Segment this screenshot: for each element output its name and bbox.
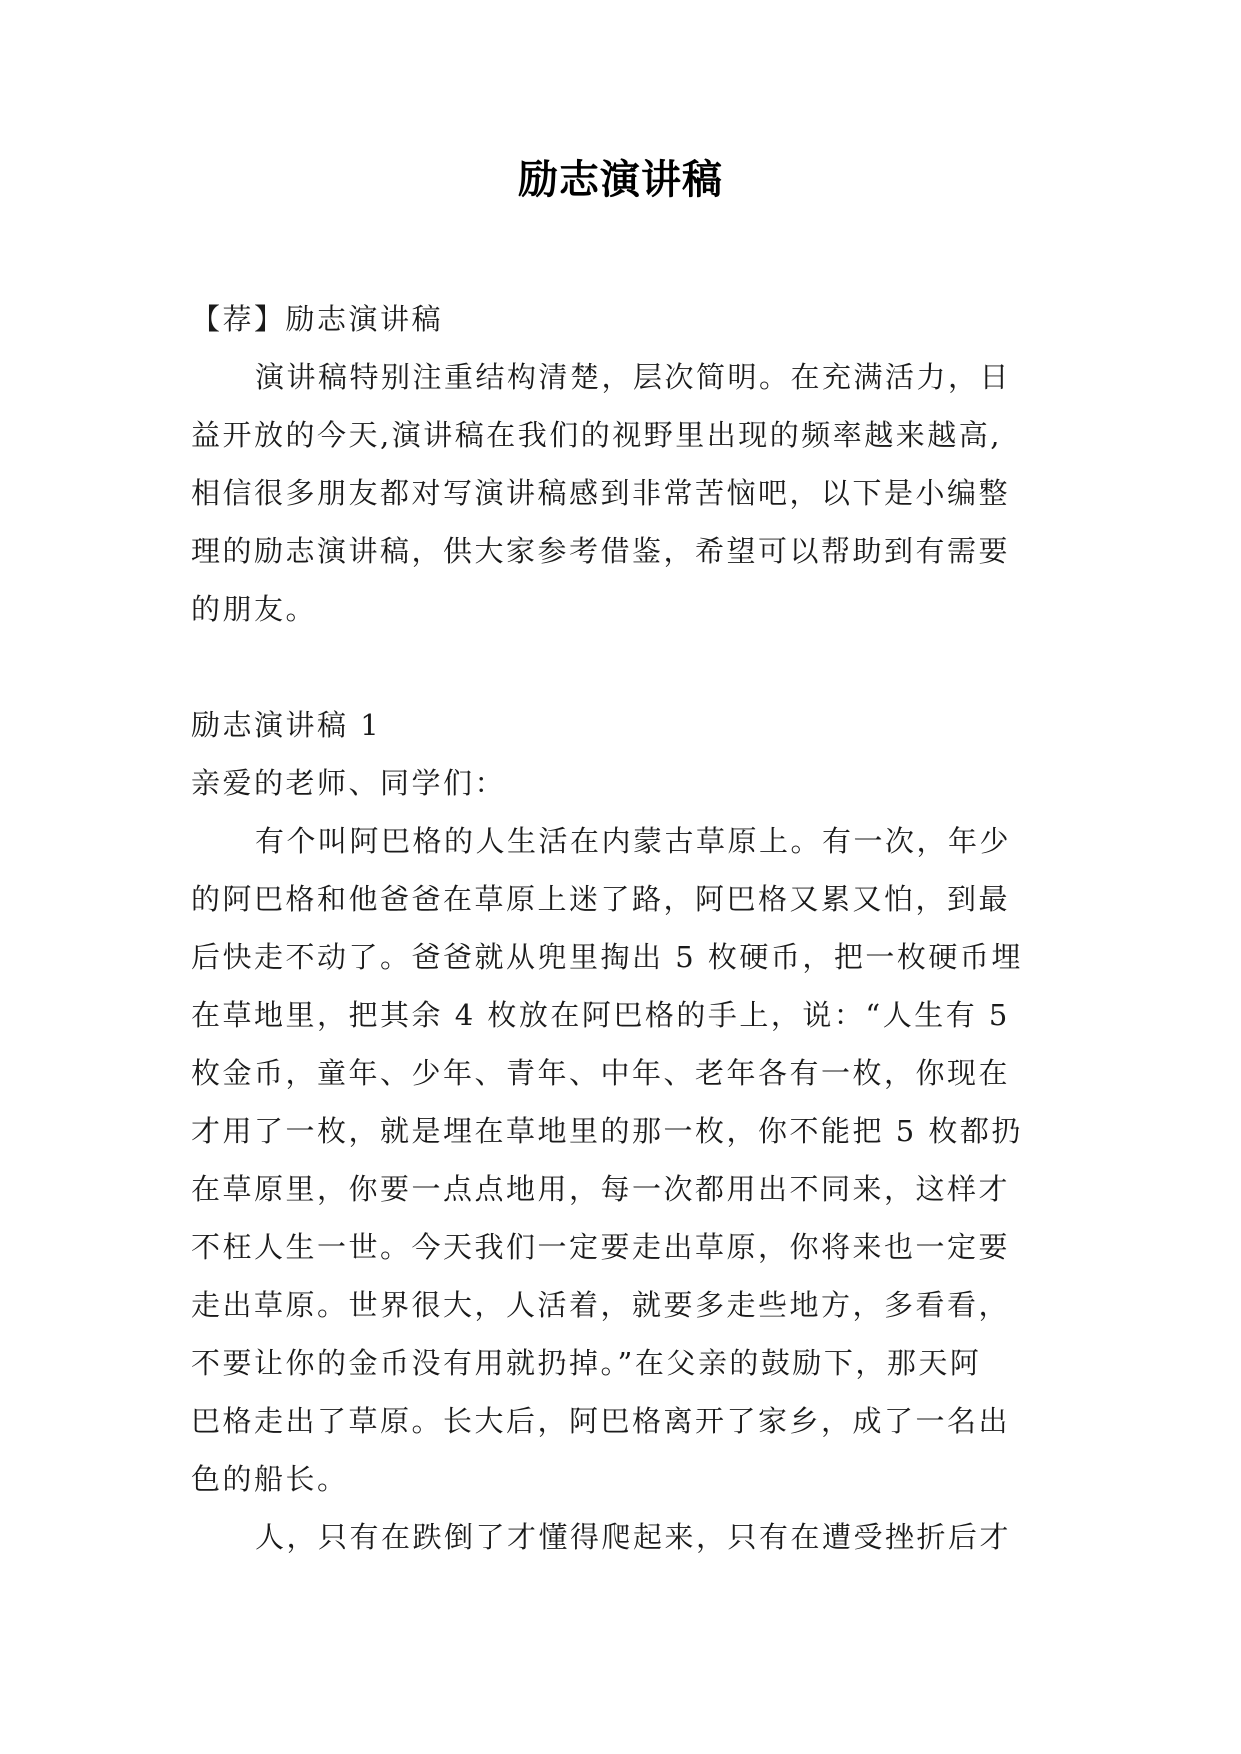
story-line: 不要让你的金币没有用就扔掉。”在父亲的鼓励下，那天阿 [191,1346,982,1380]
story-line: 的阿巴格和他爸爸在草原上迷了路，阿巴格又累又怕，到最 [191,882,1011,916]
story-line: 后快走不动了。爸爸就从兜里掏出 5 枚硬币，把一枚硬币埋 [191,940,1023,974]
intro-line: 益开放的今天,演讲稿在我们的视野里出现的频率越来越高, [191,418,1002,452]
closing-line: 人，只有在跌倒了才懂得爬起来，只有在遭受挫折后才 [255,1520,1012,1554]
story-line: 枚金币，童年、少年、青年、中年、老年各有一枚，你现在 [191,1056,1011,1090]
story-line: 色的船长。 [191,1462,349,1496]
story-line: 不枉人生一世。今天我们一定要走出草原，你将来也一定要 [191,1230,1011,1264]
intro-paragraph [191,348,1053,638]
story-line: 在草地里，把其余 4 枚放在阿巴格的手上，说：“人生有 5 [191,998,1010,1032]
closing-paragraph [191,1508,1053,1566]
section-heading: 励志演讲稿 1 [191,708,382,742]
story-line: 有个叫阿巴格的人生活在内蒙古草原上。有一次，年少 [255,824,1012,858]
intro-line: 理的励志演讲稿，供大家参考借鉴，希望可以帮助到有需要 [191,534,1011,568]
document-body [191,290,1053,1566]
intro-line: 的朋友。 [191,592,318,626]
story-line: 巴格走出了草原。长大后，阿巴格离开了家乡，成了一名出 [191,1404,1011,1438]
intro-line: 相信很多朋友都对写演讲稿感到非常苦恼吧，以下是小编整 [191,476,1011,510]
recommend-heading: 【荐】励志演讲稿 [191,302,444,336]
paragraph-gap [191,638,1053,696]
story-line: 走出草原。世界很大，人活着，就要多走些地方，多看看， [191,1288,1011,1322]
salutation: 亲爱的老师、同学们： [191,766,507,800]
story-paragraph [191,812,1053,1508]
intro-line: 演讲稿特别注重结构清楚，层次简明。在充满活力，日 [255,360,1012,394]
story-line: 在草原里，你要一点点地用，每一次都用出不同来，这样才 [191,1172,1011,1206]
document-title: 励志演讲稿 [518,157,723,203]
story-line: 才用了一枚，就是埋在草地里的那一枚，你不能把 5 枚都扔 [191,1114,1023,1148]
